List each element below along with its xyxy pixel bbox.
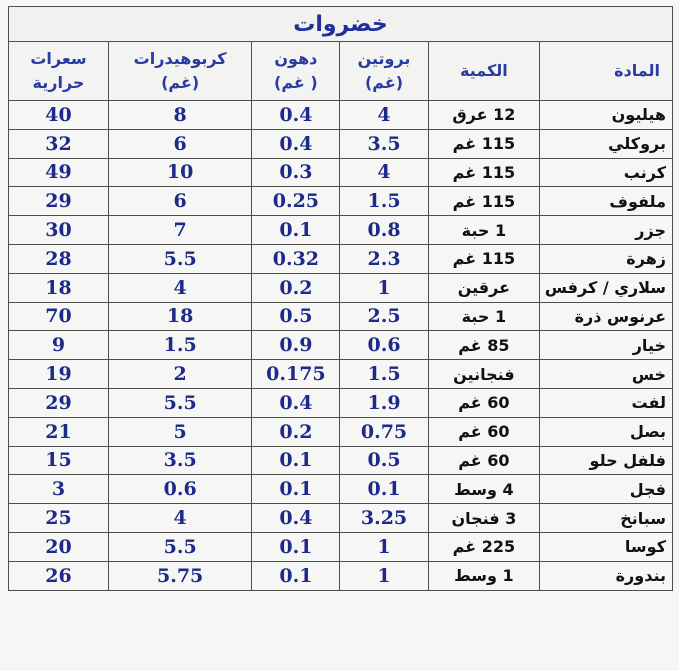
cell-protein: 1 (340, 561, 428, 590)
cell-item: جزر (540, 216, 673, 245)
cell-calories: 20 (9, 532, 109, 561)
cell-quantity: فنجانين (428, 360, 540, 389)
cell-carbs: 4 (108, 273, 251, 302)
cell-carbs: 4 (108, 504, 251, 533)
cell-carbs: 7 (108, 216, 251, 245)
table-row (9, 101, 673, 130)
cell-fat: 0.2 (252, 273, 340, 302)
cell-carbs: 5.5 (108, 388, 251, 417)
cell-item: كرنب (540, 158, 673, 187)
cell-fat: 0.4 (252, 101, 340, 130)
cell-calories: 28 (9, 244, 109, 273)
cell-carbs: 5 (108, 417, 251, 446)
cell-item: فلفل حلو (540, 446, 673, 475)
table-row (9, 532, 673, 561)
cell-fat: 0.25 (252, 187, 340, 216)
cell-quantity: 4 وسط (428, 475, 540, 504)
cell-quantity: 12 عرق (428, 101, 540, 130)
cell-calories: 19 (9, 360, 109, 389)
cell-quantity: 60 غم (428, 446, 540, 475)
header-carbs: كربوهيدرات (غم) (108, 42, 251, 101)
cell-fat: 0.2 (252, 417, 340, 446)
cell-carbs: 18 (108, 302, 251, 331)
cell-calories: 32 (9, 129, 109, 158)
cell-carbs: 6 (108, 129, 251, 158)
cell-carbs: 10 (108, 158, 251, 187)
cell-quantity: 115 غم (428, 244, 540, 273)
cell-protein: 1 (340, 273, 428, 302)
table-row (9, 273, 673, 302)
cell-calories: 15 (9, 446, 109, 475)
table-row (9, 187, 673, 216)
cell-protein: 0.6 (340, 331, 428, 360)
cell-fat: 0.1 (252, 532, 340, 561)
cell-fat: 0.4 (252, 129, 340, 158)
table-row (9, 216, 673, 245)
cell-protein: 1.5 (340, 360, 428, 389)
cell-protein: 0.1 (340, 475, 428, 504)
cell-carbs: 6 (108, 187, 251, 216)
cell-carbs: 2 (108, 360, 251, 389)
cell-item: بصل (540, 417, 673, 446)
vegetables-nutrition-table (8, 6, 673, 591)
cell-item: زهرة (540, 244, 673, 273)
cell-fat: 0.4 (252, 504, 340, 533)
table-row (9, 360, 673, 389)
cell-calories: 29 (9, 388, 109, 417)
table-row (9, 504, 673, 533)
header-calories: سعرات حرارية (9, 42, 109, 101)
table-row (9, 129, 673, 158)
cell-carbs: 8 (108, 101, 251, 130)
table-row (9, 331, 673, 360)
cell-carbs: 5.5 (108, 532, 251, 561)
table-title: خضروات (9, 7, 673, 42)
cell-calories: 49 (9, 158, 109, 187)
cell-protein: 1.9 (340, 388, 428, 417)
cell-fat: 0.32 (252, 244, 340, 273)
cell-quantity: 1 حبة (428, 216, 540, 245)
cell-item: خس (540, 360, 673, 389)
cell-quantity: 1 وسط (428, 561, 540, 590)
cell-item: فجل (540, 475, 673, 504)
cell-protein: 4 (340, 158, 428, 187)
header-quantity: الكمية (428, 42, 540, 101)
cell-calories: 25 (9, 504, 109, 533)
cell-protein: 0.75 (340, 417, 428, 446)
cell-item: خيار (540, 331, 673, 360)
cell-calories: 21 (9, 417, 109, 446)
cell-protein: 2.5 (340, 302, 428, 331)
cell-calories: 70 (9, 302, 109, 331)
table-row (9, 446, 673, 475)
cell-quantity: 115 غم (428, 187, 540, 216)
table-row (9, 302, 673, 331)
cell-quantity: 60 غم (428, 417, 540, 446)
cell-fat: 0.1 (252, 561, 340, 590)
cell-calories: 9 (9, 331, 109, 360)
table-row (9, 417, 673, 446)
cell-fat: 0.175 (252, 360, 340, 389)
cell-item: عرنوس ذرة (540, 302, 673, 331)
table-row (9, 158, 673, 187)
cell-calories: 18 (9, 273, 109, 302)
cell-item: كوسا (540, 532, 673, 561)
cell-protein: 3.25 (340, 504, 428, 533)
cell-protein: 1.5 (340, 187, 428, 216)
cell-carbs: 5.5 (108, 244, 251, 273)
header-protein: بروتين (غم) (340, 42, 428, 101)
cell-fat: 0.5 (252, 302, 340, 331)
cell-quantity: 115 غم (428, 158, 540, 187)
cell-carbs: 5.75 (108, 561, 251, 590)
cell-fat: 0.1 (252, 216, 340, 245)
cell-calories: 26 (9, 561, 109, 590)
cell-protein: 0.8 (340, 216, 428, 245)
cell-quantity: 115 غم (428, 129, 540, 158)
cell-quantity: 225 غم (428, 532, 540, 561)
cell-quantity: عرقين (428, 273, 540, 302)
cell-fat: 0.1 (252, 475, 340, 504)
cell-item: سبانخ (540, 504, 673, 533)
header-fat: دهون ( غم) (252, 42, 340, 101)
cell-fat: 0.9 (252, 331, 340, 360)
cell-fat: 0.3 (252, 158, 340, 187)
table-row (9, 561, 673, 590)
cell-item: ملفوف (540, 187, 673, 216)
cell-protein: 4 (340, 101, 428, 130)
cell-fat: 0.1 (252, 446, 340, 475)
cell-calories: 29 (9, 187, 109, 216)
cell-item: بروكلي (540, 129, 673, 158)
cell-carbs: 3.5 (108, 446, 251, 475)
cell-protein: 0.5 (340, 446, 428, 475)
cell-calories: 40 (9, 101, 109, 130)
table-row (9, 244, 673, 273)
cell-carbs: 1.5 (108, 331, 251, 360)
cell-protein: 1 (340, 532, 428, 561)
cell-fat: 0.4 (252, 388, 340, 417)
cell-protein: 3.5 (340, 129, 428, 158)
cell-item: لفت (540, 388, 673, 417)
table-row (9, 388, 673, 417)
cell-calories: 3 (9, 475, 109, 504)
cell-quantity: 60 غم (428, 388, 540, 417)
cell-calories: 30 (9, 216, 109, 245)
cell-quantity: 85 غم (428, 331, 540, 360)
cell-item: هيليون (540, 101, 673, 130)
cell-item: سلاري / كرفس (540, 273, 673, 302)
table-row (9, 475, 673, 504)
cell-protein: 2.3 (340, 244, 428, 273)
cell-item: بندورة (540, 561, 673, 590)
cell-quantity: 1 حبة (428, 302, 540, 331)
header-item: المادة (540, 42, 673, 101)
cell-carbs: 0.6 (108, 475, 251, 504)
cell-quantity: 3 فنجان (428, 504, 540, 533)
